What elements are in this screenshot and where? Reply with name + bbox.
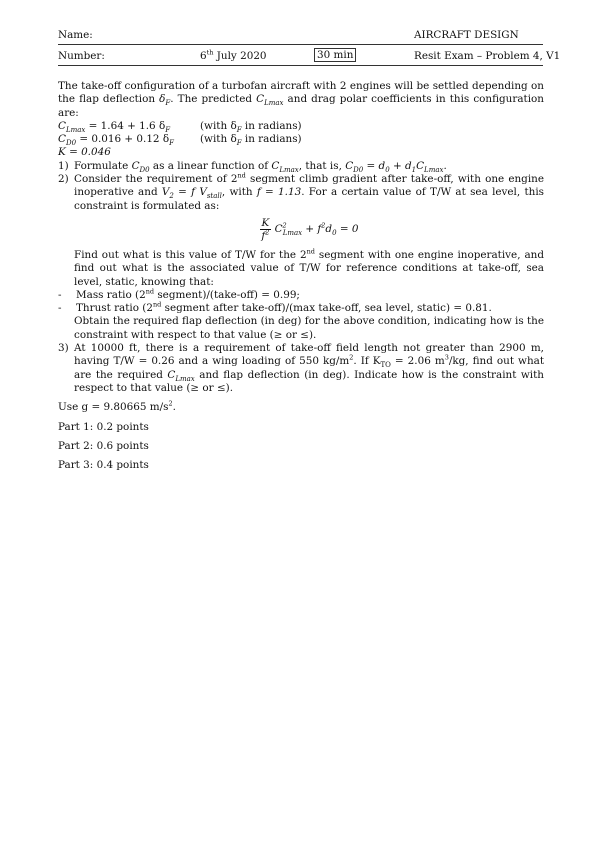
list-item: - Mass ratio (2nd segment)/(take-off) = 0.99;: [58, 287, 300, 301]
question-2: 2) Consider the requirement of 2nd segment climb gradient after take-off, with one engine inoperative and $V_2 = f$ $V_{stall}$, with f = 1.13. For a certain value of T/W at sea level, this constraint is formulated as: $\frac{K}{f^2}$ $C^2_{Lmax} + f^2d_0 = 0$ Find out what is this value of T/W for the 2nd segment with one engine inoperative, and find out what is the associated value of T/W for reference conditions at take-off, sea level, static, knowing that: - Mass ratio (2nd segment)/(take-off) = 0.99; - Thrust ratio (2nd segment after take-off)/(max take-off, sea level, static) = 0.81. Obtain the required flap deflection (in deg) for the above condition, indicating how is the constraint with respect to that value (≥ or ≤).: [58, 171, 545, 341]
course-title: AIRCRAFT DESIGN: [414, 29, 519, 41]
header-row-1: [58, 27, 543, 45]
gravity-note: Use g = 9.80665 $m/s^2$.: [58, 399, 176, 414]
part-3-points: Part 3: 0.4 points: [58, 459, 149, 472]
intro-paragraph: The take-off configuration of a turbofan aircraft with 2 engines will be settled depending on the flap deflection $\delta_F$. The predicted $C_{Lmax}$ and drag polar coefficients in this configuration are:: [58, 80, 544, 119]
header-row-2: [58, 48, 561, 66]
problem-body: [58, 80, 544, 472]
question-3: 3) At 10000 ft, there is a requirement of take-off field length not greater than 2900 m, having T/W = 0.26 and a wing loading of 550 $kg/m^2$. If $K_{TO} = 2.06$ $m^3/kg$, find out what are the required $C_{Lmax}$ and flap deflection (in deg). Indicate how is the constraint with respect to that value (≥ or ≤).: [58, 342, 545, 394]
list-item: - Thrust ratio (2nd segment after take-off)/(max take-off, sea level, static) = 0.81.: [58, 300, 492, 315]
name-label: Name:: [58, 29, 93, 41]
constraint-formula: $\frac{K}{f^2}$ $C^2_{Lmax} + f^2d_0 = 0$: [261, 216, 359, 242]
clmax-definition: $C_{Lmax} = 1.64 + 1.6$ $\delta_F$ (with $\delta_F$ in radians): [58, 119, 302, 134]
exam-date: 6th July 2020: [200, 48, 267, 62]
duration-box: 30 min: [314, 48, 356, 62]
part-2-points: Part 2: 0.6 points: [58, 439, 149, 452]
exam-name: Resit Exam – Problem 4, V1: [414, 50, 561, 62]
number-label: Number:: [58, 50, 105, 62]
cd0-definition: $C_{D0} = 0.016 + 0.12$ $\delta_F$ (with $\delta_F$ in radians): [58, 133, 302, 148]
k-definition: K = 0.046: [58, 146, 111, 159]
part-1-points: Part 1: 0.2 points: [58, 420, 149, 433]
question-1: 1) Formulate $C_{D0}$ as a linear function of $C_{Lmax}$, that is, $C_{D0} = d_0 + d_1C_{Lmax}$.: [58, 159, 447, 174]
